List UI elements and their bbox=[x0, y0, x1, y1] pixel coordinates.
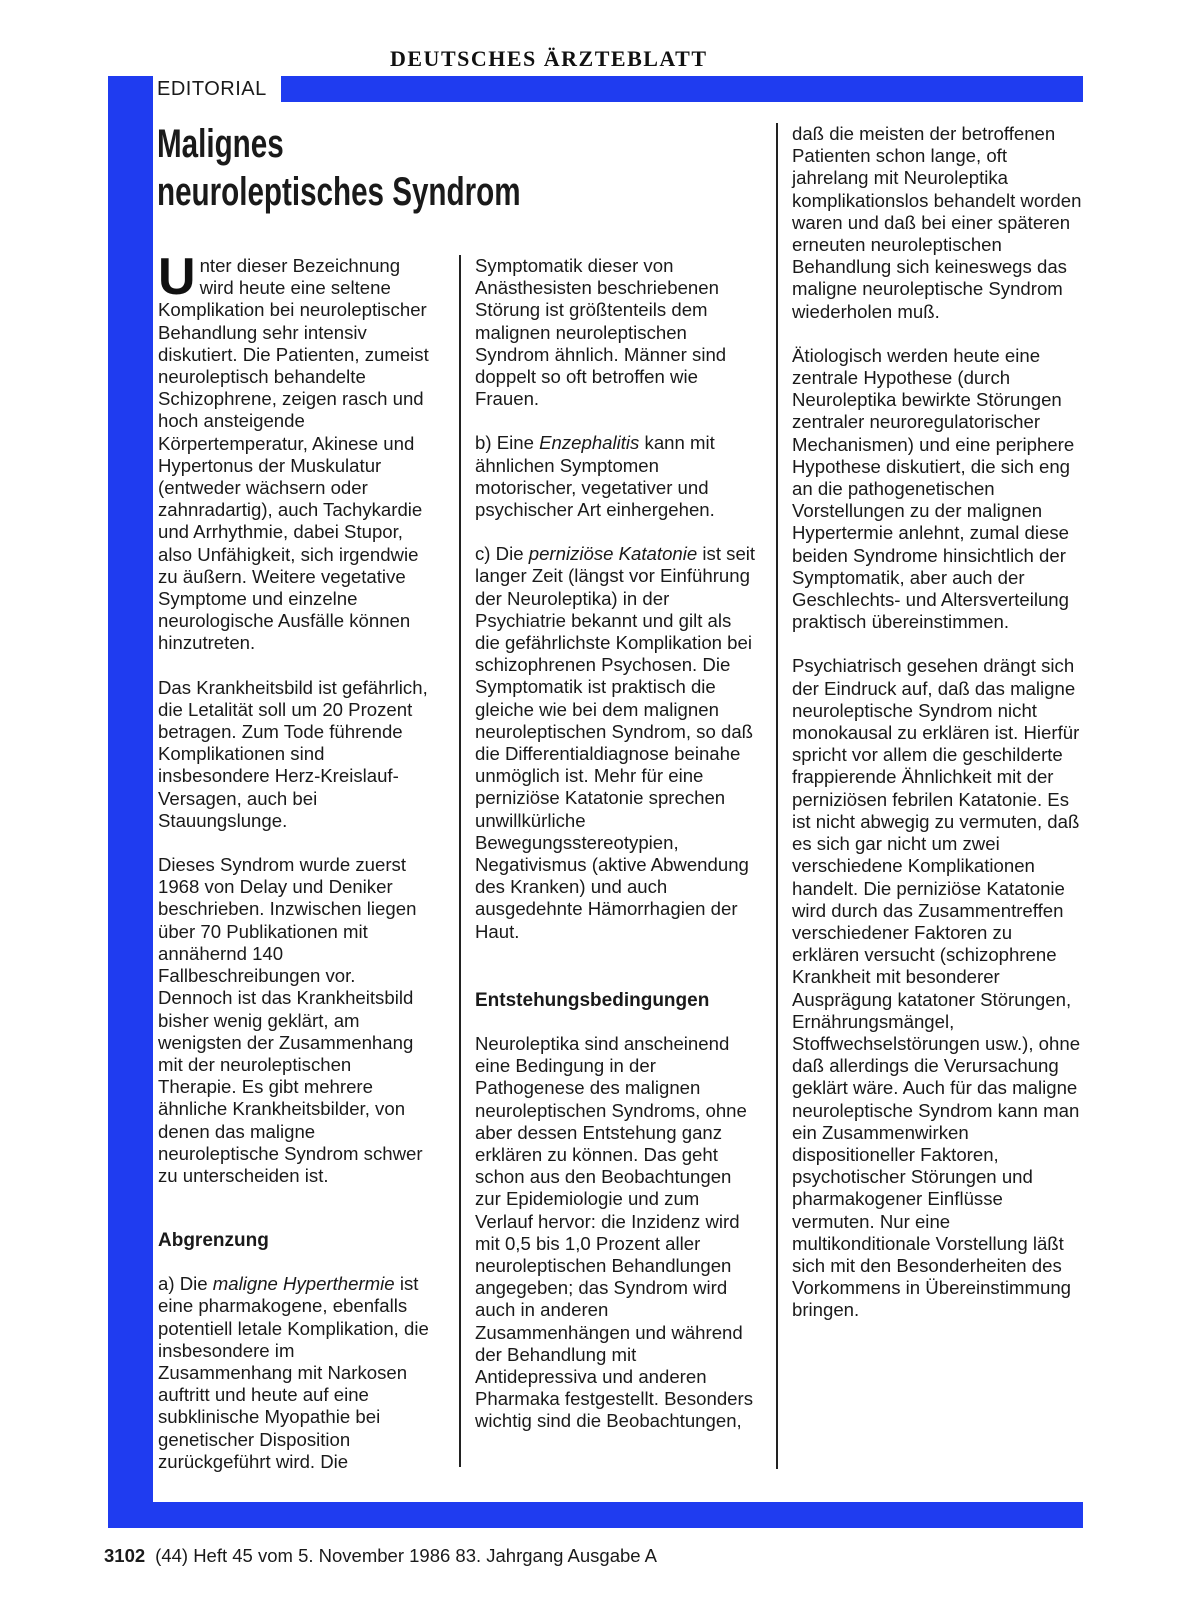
paragraph: Das Krankheitsbild ist gefährlich, die Letalität soll um 20 Prozent betragen. Zum Tode führende Komplikationen sind insbesondere Herz-Kreislauf-Versagen, auch bei Stauungslunge. bbox=[158, 676, 428, 831]
article-headline bbox=[157, 120, 616, 216]
paragraph: Symptomatik dieser von Anästhesisten beschriebenen Störung ist größtenteils dem malignen neuroleptischen Syndrom ähnlich. Männer sind doppelt so oft betroffen wie Frauen. bbox=[475, 255, 727, 410]
masthead: DEUTSCHES ÄRZTEBLATT bbox=[390, 46, 708, 71]
emphasis: perniziöse Katatonie bbox=[528, 543, 698, 565]
paragraph bbox=[158, 1273, 433, 1473]
page-footer bbox=[104, 1545, 657, 1567]
headline-line1: Malignes bbox=[157, 122, 284, 166]
drop-cap: U bbox=[158, 248, 196, 306]
column-rule bbox=[776, 123, 778, 1469]
column-3 bbox=[792, 123, 1082, 1344]
paragraph-text: c) Die bbox=[475, 543, 529, 565]
paragraph: daß die meisten der betroffenen Patienten schon lange, oft jahrelang mit Neuroleptika komplikationslos behandelt worden waren und daß bei einer späteren erneuten neuroleptischen Behandlung sich keineswegs das maligne neuroleptische Syndrom wiederholen muß. bbox=[792, 123, 1082, 322]
paragraph bbox=[475, 543, 760, 943]
paragraph: Psychiatrisch gesehen drängt sich der Eindruck auf, daß das maligne neuroleptische Syndrom nicht monokausal zu erklären ist. Hierfür spricht vor allem die geschilderte frappierende Ähnlichkeit mit der perniziösen febrilen Katatonie. Es ist nicht abwegig zu vermuten, daß es sich gar nicht um zwei verschiedene Komplikationen handelt. Die perniziöse Katatonie wird durch das Zusammentreffen verschiedener Faktoren zu erklären versucht (schizophrene Krankheit mit besonderer Ausprägung katatoner Störungen, Ernährungsmängel, Stoffwechselstörungen usw.), ohne daß allerdings die Verursachung geklärt wäre. Auch für das maligne neuroleptische Syndrom kann man ein Zusammenwirken dispositioneller Faktoren, psychotischer Störungen und pharmakogener Einflüsse vermuten. Nur eine multikonditionale Vorstellung läßt sich mit den Besonderheiten des Vorkommens in Übereinstimmung bringen. bbox=[792, 655, 1081, 1321]
issue-info: (44) Heft 45 vom 5. November 1986 83. Jahrgang Ausgabe A bbox=[155, 1545, 658, 1566]
subheading-abgrenzung: Abgrenzung bbox=[158, 1230, 269, 1252]
emphasis: maligne Hyperthermie bbox=[212, 1273, 395, 1295]
paragraph-text: ist seit langer Zeit (längst vor Einführung der Neuroleptika) in der Psychiatrie bekannt und gilt als die gefährlichste Komplikation bei schizophrenen Psychosen. Die Symptomatik ist praktisch die gleiche wie bei dem malignen neuroleptischen Syndrom, so daß die Differentialdiagnose beinahe unmöglich ist. Mehr für eine perniziöse Katatonie sprechen unwillkürliche Bewegungsstereotypien, Negativismus (aktive Abwendung des Kranken) und auch ausgedehnte Hämorrhagien der Haut. bbox=[475, 543, 756, 942]
paragraph: Neuroleptika sind anscheinend eine Bedingung in der Pathogenese des malignen neuroleptischen Syndroms, ohne aber dessen Entstehung ganz erklären zu können. Das geht schon aus den Beobachtungen zur Epidemiologie und zum Verlauf hervor: die Inzidenz wird mit 0,5 bis 1,0 Prozent aller neuroleptischen Behandlungen angegeben; das Syndrom wird auch in anderen Zusammenhängen und während der Behandlung mit Antidepressiva und anderen Pharmaka festgestellt. Besonders wichtig sind die Beobachtungen, bbox=[475, 1032, 754, 1432]
subheading-entstehungsbedingungen: Entstehungsbedingungen bbox=[475, 989, 710, 1011]
emphasis: Enzephalitis bbox=[539, 432, 640, 454]
paragraph-text: nter dieser Bezeichnung wird heute eine seltene Komplikation bei neuroleptischer Behandlung sehr intensiv diskutiert. Die Patienten, zumeist neuroleptisch behandelte Schizophrene, zeigen rasch und hoch ansteigende Körpertemperatur, Akinese und Hypertonus der Muskulatur (entweder wächsern oder zahnradartig), auch Tachykardie und Arrhythmie, dabei Stupor, also Unfähigkeit, sich irgendwie zu äußern. Weitere vegetative Symptome und einzelne neurologische Ausfälle können hinzutreten. bbox=[158, 255, 429, 654]
paragraph: Dieses Syndrom wurde zuerst 1968 von Delay und Deniker beschrieben. Inzwischen liegen über 70 Publikationen mit annähernd 140 Fallbeschreibungen vor. Dennoch ist das Krankheitsbild bisher wenig geklärt, am wenigsten der Zusammenhang mit der neuroleptischen Therapie. Es gibt mehrere ähnliche Krankheitsbilder, von denen das maligne neuroleptische Syndrom schwer zu unterscheiden ist. bbox=[158, 854, 423, 1186]
column-1 bbox=[158, 248, 433, 1495]
page-number: 3102 bbox=[104, 1545, 146, 1566]
frame-bottom-bar bbox=[108, 1502, 1083, 1528]
paragraph-text: a) Die bbox=[158, 1273, 213, 1295]
paragraph bbox=[475, 432, 760, 521]
paragraph-text: kann mit ähnlichen Symptomen motorischer, vegetativer und psychischer Art einhergehen. bbox=[475, 432, 715, 521]
headline-line2: neuroleptisches Syndrom bbox=[157, 170, 521, 214]
column-2 bbox=[475, 255, 760, 1455]
frame-left-bar bbox=[108, 76, 153, 1528]
section-label: EDITORIAL bbox=[153, 76, 281, 102]
paragraph: Ätiologisch werden heute eine zentrale Hypothese (durch Neuroleptika bewirkte Störungen zentraler neuroregulatorischer Mechanismen) und eine periphere Hypothese diskutiert, die sich eng an die pathogenetischen Vorstellungen zu der malignen Hypertermie anlehnt, zumal diese beiden Syndrome hinsichtlich der Symptomatik, aber auch der Geschlechts- und Altersverteilung praktisch übereinstimmen. bbox=[792, 344, 1075, 633]
paragraph-text: ist eine pharmakogene, ebenfalls potentiell letale Komplikation, die insbesondere im Zusammenhang mit Narkosen auftritt und heute auf eine subklinische Myopathie bei genetischer Disposition zurückgeführt wird. Die bbox=[158, 1273, 429, 1472]
paragraph bbox=[158, 248, 433, 655]
paragraph-text: b) Eine bbox=[475, 432, 540, 454]
column-rule bbox=[459, 255, 461, 1467]
